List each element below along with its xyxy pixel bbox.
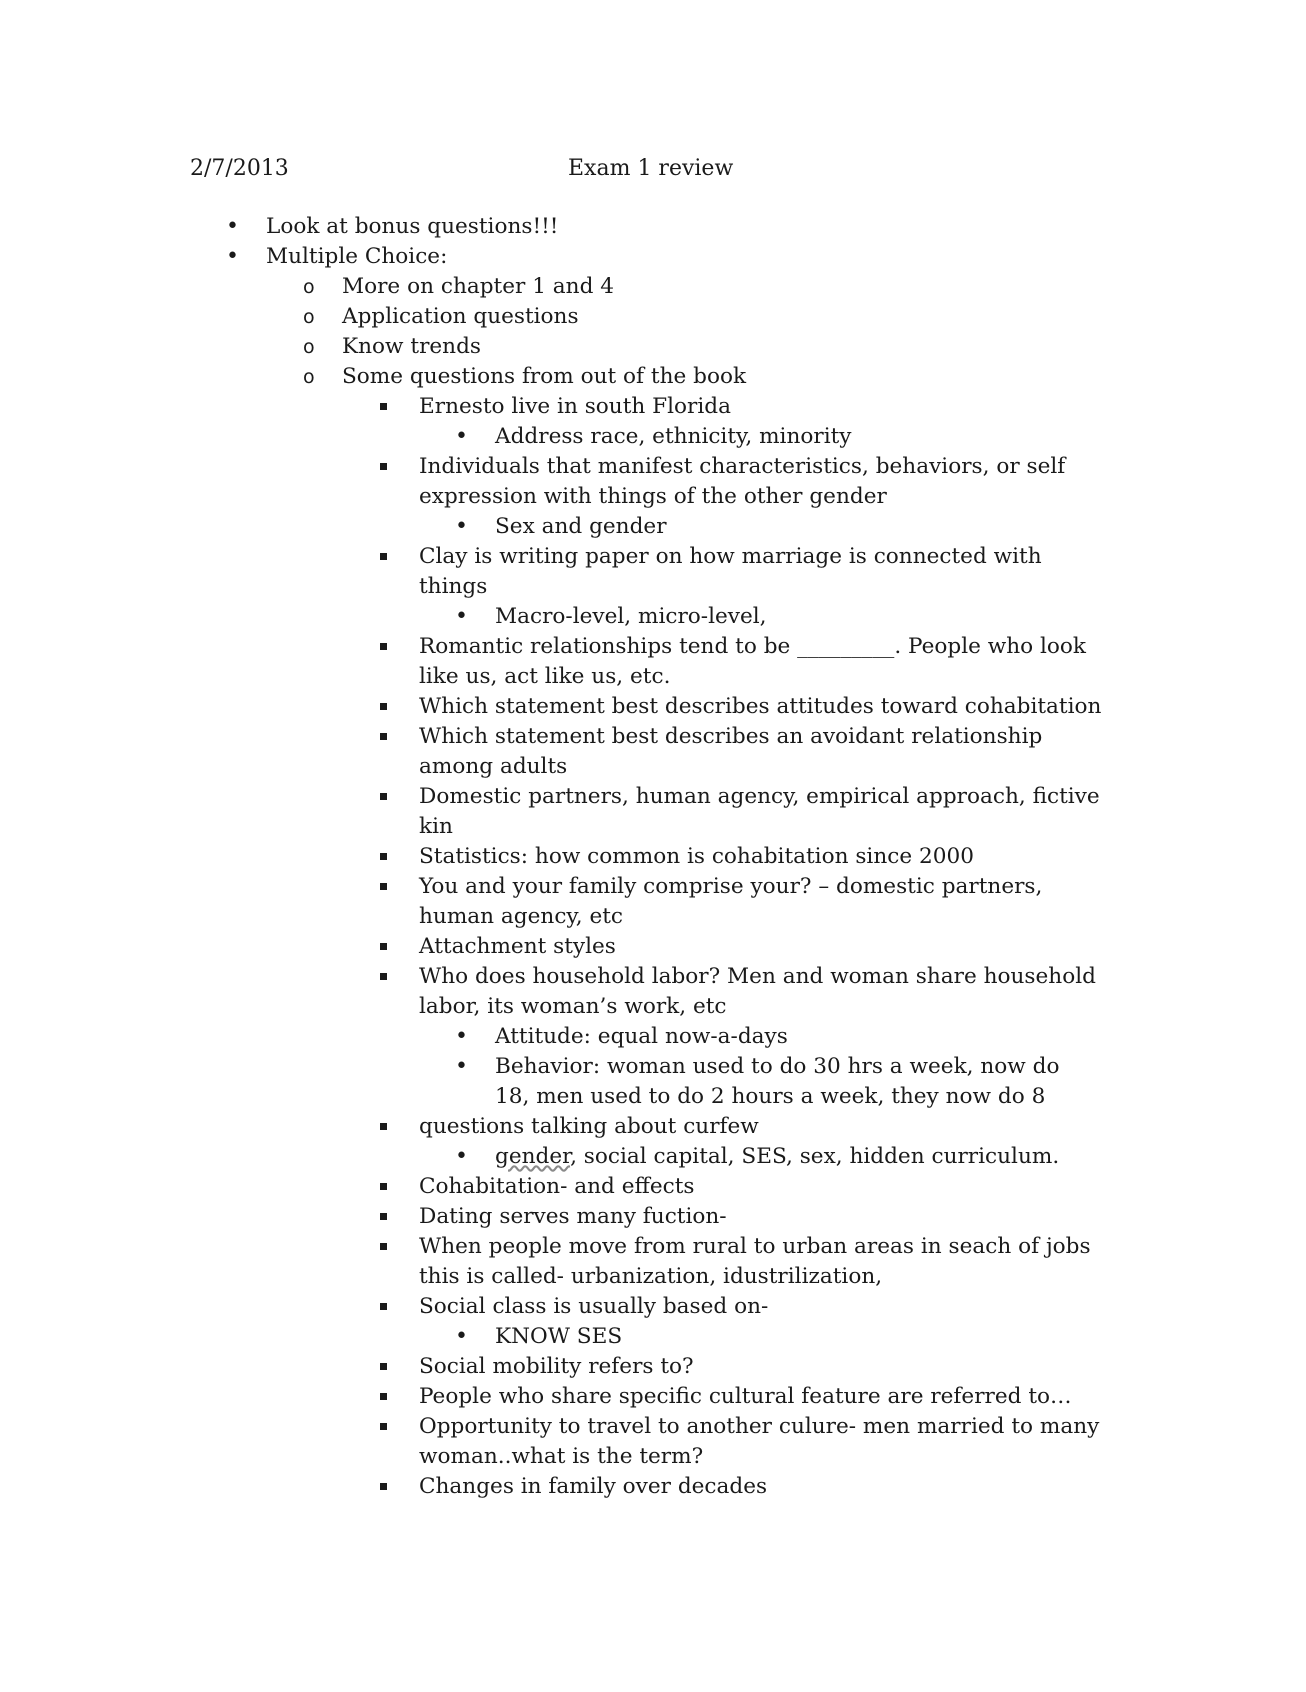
circle-marker: o bbox=[303, 366, 315, 388]
square-bullet-icon bbox=[380, 1393, 387, 1400]
list-item bbox=[0, 692, 1306, 722]
square-marker bbox=[380, 542, 387, 572]
bullet-marker: • bbox=[455, 1024, 468, 1049]
square-marker bbox=[380, 872, 387, 902]
list-item bbox=[0, 422, 1306, 452]
list-item-text: Macro-level, micro-level, bbox=[495, 604, 767, 629]
bullet-marker: • bbox=[226, 214, 239, 239]
list-item-text: Address race, ethnicity, minority bbox=[495, 424, 852, 449]
square-bullet-icon bbox=[380, 1483, 387, 1490]
list-item-text: questions talking about curfew bbox=[419, 1114, 759, 1139]
list-item bbox=[0, 962, 1306, 1022]
list-item bbox=[0, 242, 1306, 272]
square-bullet-icon bbox=[380, 1303, 387, 1310]
list-item-text: Statistics: how common is cohabitation since 2000 bbox=[419, 844, 974, 869]
list-item bbox=[0, 1052, 1306, 1112]
list-item-text-rest: , social capital, SES, sex, hidden curriculum. bbox=[570, 1144, 1060, 1169]
list-item-text: Cohabitation- and effects bbox=[419, 1174, 695, 1199]
bullet-marker: • bbox=[455, 514, 468, 539]
circle-marker: o bbox=[303, 306, 315, 328]
square-marker bbox=[380, 962, 387, 992]
bullet-marker: • bbox=[455, 424, 468, 449]
bullet-marker: • bbox=[455, 1324, 468, 1349]
list-item bbox=[0, 1472, 1306, 1502]
list-item-text: Dating serves many fuction- bbox=[419, 1204, 727, 1229]
list-item-text: People who share specific cultural feature are referred to… bbox=[419, 1384, 1072, 1409]
list-item bbox=[0, 512, 1306, 542]
list-item bbox=[0, 392, 1306, 422]
list-item bbox=[0, 332, 1306, 362]
list-item-text: Romantic relationships tend to be _________. People who look like us, act like us, etc. bbox=[419, 634, 1087, 689]
list-item bbox=[0, 1142, 1306, 1172]
square-bullet-icon bbox=[380, 733, 387, 740]
list-item-text: Attachment styles bbox=[419, 934, 616, 959]
square-marker bbox=[380, 452, 387, 482]
square-bullet-icon bbox=[380, 403, 387, 410]
document-header bbox=[190, 152, 1110, 186]
square-bullet-icon bbox=[380, 1243, 387, 1250]
square-marker bbox=[380, 782, 387, 812]
list-item bbox=[0, 1232, 1306, 1292]
list-item-text: Changes in family over decades bbox=[419, 1474, 768, 1499]
list-item-text: Social mobility refers to? bbox=[419, 1354, 694, 1379]
spellcheck-word: gender bbox=[495, 1144, 571, 1169]
square-bullet-icon bbox=[380, 1363, 387, 1370]
list-item bbox=[0, 1202, 1306, 1232]
list-item-text: Multiple Choice: bbox=[266, 244, 448, 269]
list-item-text: You and your family comprise your? – domestic partners, human agency, etc bbox=[419, 874, 1043, 929]
list-item-text: Look at bonus questions!!! bbox=[266, 214, 559, 239]
bullet-marker: • bbox=[455, 1144, 468, 1169]
list-item-text bbox=[495, 1142, 1100, 1172]
list-item bbox=[0, 542, 1306, 602]
date-text: 2/7/2013 bbox=[190, 156, 289, 181]
square-marker bbox=[380, 1292, 387, 1322]
list-item bbox=[0, 602, 1306, 632]
list-item bbox=[0, 1022, 1306, 1052]
square-marker bbox=[380, 1172, 387, 1202]
square-bullet-icon bbox=[380, 1423, 387, 1430]
list-item-text: Domestic partners, human agency, empirical approach, fictive kin bbox=[419, 784, 1100, 839]
bullet-marker: • bbox=[226, 244, 239, 269]
square-bullet-icon bbox=[380, 463, 387, 470]
square-bullet-icon bbox=[380, 1123, 387, 1130]
square-marker bbox=[380, 1202, 387, 1232]
square-bullet-icon bbox=[380, 973, 387, 980]
list-item bbox=[0, 1172, 1306, 1202]
square-marker bbox=[380, 932, 387, 962]
list-item bbox=[0, 872, 1306, 932]
square-marker bbox=[380, 722, 387, 752]
outline-list bbox=[0, 212, 1306, 1502]
list-item-text: Attitude: equal now-a-days bbox=[495, 1024, 788, 1049]
square-bullet-icon bbox=[380, 643, 387, 650]
list-item bbox=[0, 302, 1306, 332]
list-item bbox=[0, 722, 1306, 782]
list-item-text: More on chapter 1 and 4 bbox=[342, 274, 614, 299]
list-item bbox=[0, 272, 1306, 302]
list-item bbox=[0, 782, 1306, 842]
list-item-text: Some questions from out of the book bbox=[342, 364, 747, 389]
square-marker bbox=[380, 392, 387, 422]
list-item-text: Social class is usually based on- bbox=[419, 1294, 769, 1319]
square-marker bbox=[380, 1112, 387, 1142]
list-item bbox=[0, 1352, 1306, 1382]
circle-marker: o bbox=[303, 336, 315, 358]
square-marker bbox=[380, 1472, 387, 1502]
list-item-text: Application questions bbox=[342, 304, 579, 329]
list-item bbox=[0, 932, 1306, 962]
square-marker bbox=[380, 842, 387, 872]
square-bullet-icon bbox=[380, 943, 387, 950]
square-bullet-icon bbox=[380, 1183, 387, 1190]
list-item-text: Sex and gender bbox=[495, 514, 667, 539]
list-item bbox=[0, 1322, 1306, 1352]
list-item-text: Individuals that manifest characteristics, behaviors, or self expression with things of the other gender bbox=[419, 454, 1066, 509]
list-item bbox=[0, 212, 1306, 242]
list-item-text: Which statement best describes an avoidant relationship among adults bbox=[419, 724, 1043, 779]
square-bullet-icon bbox=[380, 793, 387, 800]
list-item bbox=[0, 1412, 1306, 1472]
square-marker bbox=[380, 1232, 387, 1262]
bullet-marker: • bbox=[455, 604, 468, 629]
list-item bbox=[0, 1112, 1306, 1142]
square-marker bbox=[380, 1412, 387, 1442]
list-item-text: Behavior: woman used to do 30 hrs a week, now do 18, men used to do 2 hours a week, they now do 8 bbox=[495, 1054, 1060, 1109]
list-item-text: Clay is writing paper on how marriage is connected with things bbox=[419, 544, 1042, 599]
list-item bbox=[0, 842, 1306, 872]
list-item bbox=[0, 1382, 1306, 1412]
square-bullet-icon bbox=[380, 853, 387, 860]
page-title: Exam 1 review bbox=[568, 156, 734, 181]
square-marker bbox=[380, 632, 387, 662]
list-item-text: Know trends bbox=[342, 334, 481, 359]
list-item-text: Ernesto live in south Florida bbox=[419, 394, 731, 419]
square-bullet-icon bbox=[380, 883, 387, 890]
square-marker bbox=[380, 1382, 387, 1412]
list-item-text: Which statement best describes attitudes toward cohabitation bbox=[419, 694, 1102, 719]
list-item-text: Who does household labor? Men and woman share household labor, its woman’s work, etc bbox=[419, 964, 1096, 1019]
square-marker bbox=[380, 1352, 387, 1382]
square-bullet-icon bbox=[380, 1213, 387, 1220]
square-bullet-icon bbox=[380, 703, 387, 710]
list-item bbox=[0, 1292, 1306, 1322]
list-item-text: When people move from rural to urban areas in seach of jobs this is called- urbanization, idustrilization, bbox=[419, 1234, 1091, 1289]
list-item bbox=[0, 632, 1306, 692]
list-item-text: KNOW SES bbox=[495, 1324, 623, 1349]
bullet-marker: • bbox=[455, 1054, 468, 1079]
square-marker bbox=[380, 692, 387, 722]
circle-marker: o bbox=[303, 276, 315, 298]
square-bullet-icon bbox=[380, 553, 387, 560]
list-item bbox=[0, 452, 1306, 512]
list-item-text: Opportunity to travel to another culure- men married to many woman..what is the term? bbox=[419, 1414, 1100, 1469]
list-item bbox=[0, 362, 1306, 392]
